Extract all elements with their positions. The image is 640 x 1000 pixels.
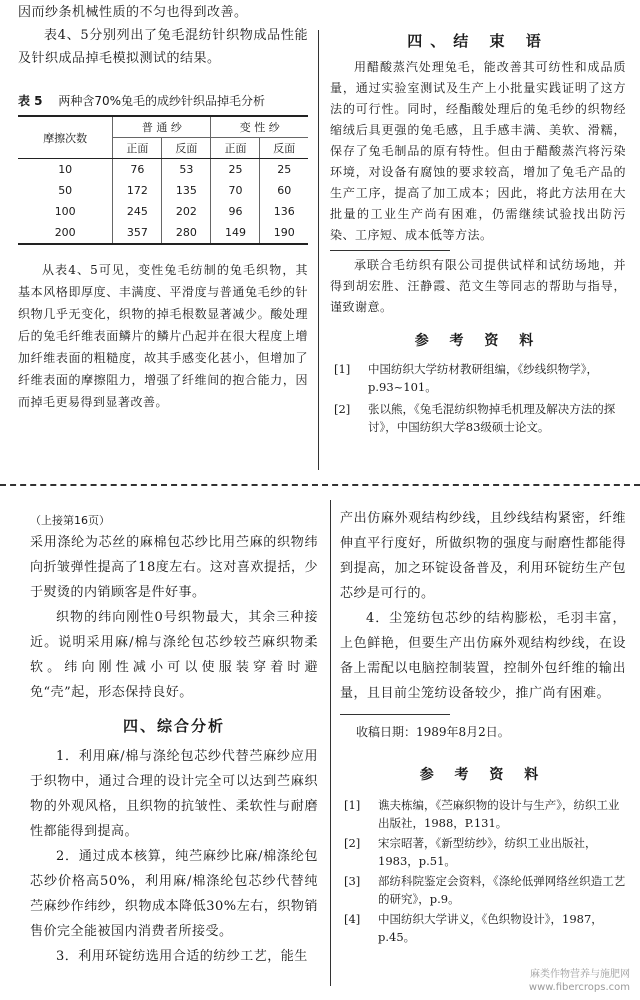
table-subheader: 正面	[113, 138, 162, 159]
table-cell: 245	[113, 201, 162, 222]
table-subheader: 正面	[211, 138, 260, 159]
table-header-ordinary-yarn: 普 通 纱	[113, 116, 211, 138]
bottom-references-heading: 参 考 资 料	[419, 767, 547, 783]
analysis-item-2: 2．通过成本核算，纯苎麻纱比麻/棉涤纶包芯纱价格高50%，利用麻/棉涤纶包芯纱代替纯苎麻纱作纬纱，织物成本降低30%左右，织物销售价完全能被国内消费者所接受。	[30, 849, 318, 939]
table-cell: 70	[211, 180, 260, 201]
site-watermark	[529, 968, 630, 994]
table-cell: 172	[113, 180, 162, 201]
table-header-modified-yarn: 变 性 纱	[211, 116, 308, 138]
table-row	[18, 159, 308, 181]
paragraph-stiffness: 织物的纬向刚性0号织物最大，其余三种接近。说明采用麻/棉与涤纶包芯纱较苎麻织物柔软。纬向刚性减小可以使服装穿着时避免“壳”起，形态保持良好。	[30, 610, 318, 700]
top-left-column	[18, 2, 308, 413]
table-cell: 202	[162, 201, 211, 222]
received-date: 收稿日期：1989年8月2日。	[356, 725, 510, 739]
watermark-line-2: www.fibercrops.com	[528, 982, 630, 993]
table-5-label: 表 5	[18, 94, 43, 108]
table-cell: 280	[162, 222, 211, 244]
top-references-list	[330, 360, 626, 436]
reference-item: [1] 中国纺织大学纺材教研组编，《纱线织物学》，p.93~101。	[334, 362, 598, 394]
analysis-paragraph: 从表4、5可见，变性兔毛纺制的兔毛织物，其基本风格即厚度、丰满度、平滑度与普通兔毛纱的针织物几乎无变化，织物的掉毛根数显著减少。酸处理后的兔毛纤维表面鳞片的鳞片凸起并在很大程度上增加纤维表面的粗糙度，故其手感变化甚小，但增加了纤维表面的摩擦阻力，增强了纤维间的抱合能力，因而掉毛更易得到显著改善。	[18, 263, 308, 409]
top-column-divider	[318, 30, 319, 470]
bottom-column-divider	[330, 500, 331, 986]
table-header-rub-count: 摩擦次数	[18, 116, 113, 159]
table-row	[18, 222, 308, 244]
reference-item: [2] 宋宗昭著，《新型纺纱》，纺织工业出版社，1983，p.51。	[344, 836, 597, 868]
table-cell: 53	[162, 159, 211, 181]
top-references-heading: 参 考 资 料	[414, 333, 542, 349]
reference-item: [2] 张以熊，《兔毛混纺织物掉毛机理及解决方法的探讨》，中国纺织大学83级硕士论文。	[334, 402, 616, 434]
conclusion-heading: 四、结 束 语	[407, 32, 549, 50]
tables-reference-paragraph: 表4、5分别列出了兔毛混纺针织物成品性能及针织成品掉毛模拟测试的结果。	[18, 28, 308, 66]
table-cell: 149	[211, 222, 260, 244]
table-cell: 25	[260, 159, 308, 181]
table-cell: 136	[260, 201, 308, 222]
table-cell: 10	[58, 163, 73, 176]
table-cell: 50	[58, 184, 73, 197]
analysis-item-1: 1．利用麻/棉与涤纶包芯纱代替苎麻纱应用于织物中，通过合理的设计完全可以达到苎麻织物的外观风格，且织物的抗皱性、柔软性与耐磨性都能得到提高。	[30, 749, 318, 839]
table-cell: 357	[113, 222, 162, 244]
reference-item: [1] 谯夫栋编，《苎麻织物的设计与生产》，纺织工业出版社，1988，P.131。	[344, 798, 620, 830]
table-subheader: 反面	[260, 138, 308, 159]
table-row	[18, 201, 308, 222]
intro-tail-paragraph: 因而纱条机械性质的不匀也得到改善。	[18, 5, 248, 20]
table-cell: 190	[260, 222, 308, 244]
table-5-title: 两种含70%兔毛的成纱针织品掉毛分析	[58, 94, 266, 108]
table-cell: 200	[18, 222, 113, 244]
table-cell: 100	[54, 205, 76, 218]
continued-from-note: （上接第16页）	[30, 514, 110, 527]
table-cell: 135	[162, 180, 211, 201]
reference-item: [3] 部纺科院鉴定会资料，《涤纶低弹网络丝织造工艺的研究》，p.9。	[344, 874, 626, 906]
bottom-right-column	[340, 506, 626, 946]
table-cell: 25	[211, 159, 260, 181]
comprehensive-analysis-heading: 四、综合分析	[122, 717, 225, 735]
analysis-item-3: 3．利用环锭纺选用合适的纺纱工艺，能生	[56, 949, 308, 964]
article-separator	[0, 484, 640, 486]
conclusion-paragraph: 用醋酸蒸汽处理兔毛，能改善其可纺性和成品质量，通过实验室测试及生产上小批量实践证明了这方法的可行性。同时，经酯酸处理后的兔毛纱的织物经缩绒后具更强的兔毛感，且手感丰满、美软、滑糯，保存了兔毛制品的原有特性。但由于醋酸蒸汽将污染环境，对设备有腐蚀的要求较高，增加了兔毛产品的生产工序，提高了加工成本；因此，将此方法用在大批量的工业生产尚有困难，仍需继续试验找出防污染、工序短、成本低等方法。	[330, 60, 626, 242]
table-cell: 76	[113, 159, 162, 181]
reference-item: [4] 中国纺织大学讲义，《色织物设计》，1987，p.45。	[344, 912, 603, 944]
top-right-column	[330, 30, 626, 436]
paragraph-crease-recovery: 采用涤纶为芯丝的麻棉包芯纱比用苎麻的织物纬向折皱弹性提高了18度左右。这对喜欢提括，少于熨烫的内销顾客是件好事。	[30, 535, 318, 600]
watermark-line-1: 麻类作物营养与施肥网	[530, 969, 630, 980]
analysis-item-4: 4．尘笼纺包芯纱的结构膨松，毛羽丰富，上色鲜艳，但要生产出仿麻外观结构纱线，在设备上需配以电脑控制装置，控制外包纤维的输出量，且目前尘笼纺设备较少，推广尚有困难。	[340, 611, 626, 701]
received-divider	[340, 714, 450, 715]
table-row	[18, 180, 308, 201]
analysis-item-3-continued: 产出仿麻外观结构纱线，且纱线结构紧密，纤维伸直平行度好，所做织物的强度与耐磨性都能得到提高，加之环锭设备普及，利用环锭纺生产包芯纱是可行的。	[340, 511, 626, 601]
table-subheader: 反面	[162, 138, 211, 159]
acknowledgement-paragraph: 承联合毛纺织有限公司提供试样和试纺场地，并得到胡宏胜、汪静霞、范文生等同志的帮助与指导，谨致谢意。	[330, 258, 626, 314]
bottom-references-list	[340, 796, 626, 946]
bottom-left-column	[30, 512, 318, 969]
acknowledgement-divider	[330, 250, 450, 251]
table-5	[18, 115, 308, 245]
table-cell: 96	[211, 201, 260, 222]
table-5-caption	[18, 92, 308, 109]
table-cell: 60	[260, 180, 308, 201]
